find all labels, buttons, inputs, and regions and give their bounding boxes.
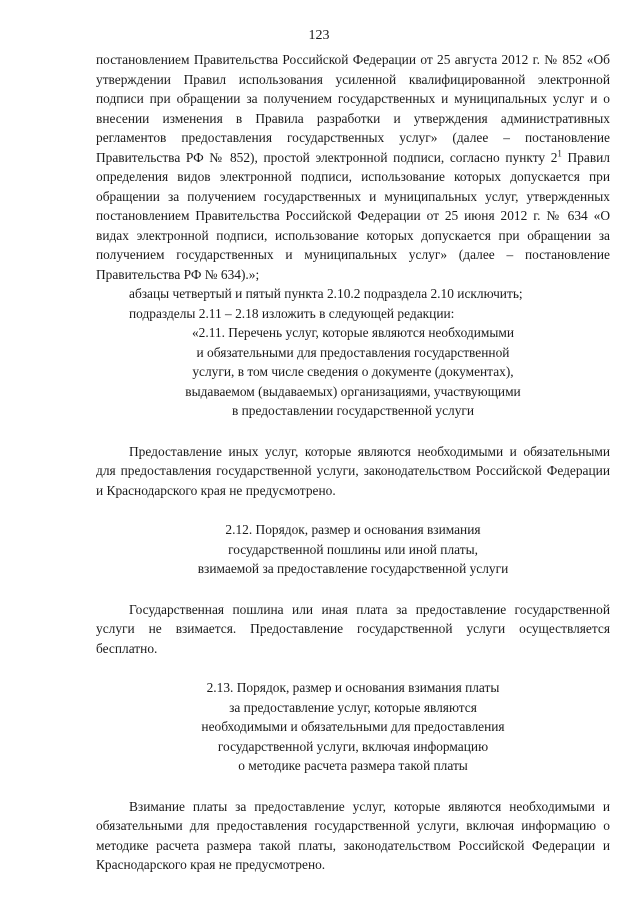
heading-line: услуги, в том числе сведения о документе (документах),	[192, 364, 514, 379]
paragraph-section-2-13: Взимание платы за предоставление услуг, которые являются необходимыми и обязательными для предоставления государственной услуги, включая информацию о методике расчета размера такой платы, законодательством Российской Федерации и Краснодарского края не предусмотрено.	[96, 798, 610, 872]
heading-line: «2.11. Перечень услуг, которые являются необходимыми	[191, 325, 515, 340]
page-number: 123	[308, 28, 330, 43]
heading-line: о методике расчета размера такой платы	[238, 758, 468, 773]
heading-line: в предоставлении государственной услуги	[231, 403, 475, 418]
document-body	[96, 50, 610, 875]
paragraph-text: Правил определения видов электронной подписи, использование которых допускается при обращении за получением государственных и муниципальных услуг, утвержденных постановлением Правительства Российской Федерации от 25 июня 2012 г. № 634 «О видах электронной подписи, использование которых допускается при обращении за получением государственных и муниципальных услуг» (далее – постановление Правительства РФ № 634).»;	[96, 149, 610, 282]
footnote-superscript: 1	[557, 148, 562, 159]
section-heading-2-13	[96, 678, 610, 776]
paragraph-section-2-11: Предоставление иных услуг, которые являются необходимыми и обязательными для предоставления государственной услуги, законодательством Российской Федерации и Краснодарского края не предусмотрено.	[96, 443, 610, 498]
paragraph-section-2-12: Государственная пошлина или иная плата за предоставление государственной услуги не взимается. Предоставление государственной услуги осуществляется бесплатно.	[96, 601, 610, 656]
heading-line: взимаемой за предоставление государственной услуги	[197, 561, 509, 576]
heading-line: за предоставление услуг, которые являются	[229, 699, 477, 715]
paragraph-signature-rules	[96, 50, 610, 284]
heading-line: государственной услуги, включая информацию	[217, 738, 489, 754]
heading-line: государственной пошлины или иной платы,	[228, 541, 478, 557]
heading-line: необходимыми и обязательными для предоставления	[201, 719, 505, 734]
heading-line: 2.13. Порядок, размер и основания взимания платы	[206, 680, 500, 695]
heading-line: и обязательными для предоставления государственной	[196, 344, 510, 360]
section-heading-2-12	[96, 520, 610, 579]
paragraph-text: постановлением Правительства Российской Федерации от 25 августа 2012 г. № 852 «Об утверждении Правил использования усиленной квалифицированной электронной подписи при обращении за получением государственных и муниципальных услуг и о внесении изменения в Правила разработки и утверждения административных регламентов предоставления государственных услуг» (далее – постановление Правительства РФ № 852), простой электронной подписи, согласно пункту 2	[96, 52, 610, 165]
paragraph-amendment-intro: подразделы 2.11 – 2.18 изложить в следующей редакции:	[129, 305, 455, 321]
heading-line: выдаваемом (выдаваемых) организациями, участвующими	[185, 383, 521, 399]
paragraph-exclusion: абзацы четвертый и пятый пункта 2.10.2 подраздела 2.10 исключить;	[129, 286, 523, 301]
section-heading-2-11	[96, 323, 610, 421]
heading-line: 2.12. Порядок, размер и основания взимания	[225, 522, 481, 537]
